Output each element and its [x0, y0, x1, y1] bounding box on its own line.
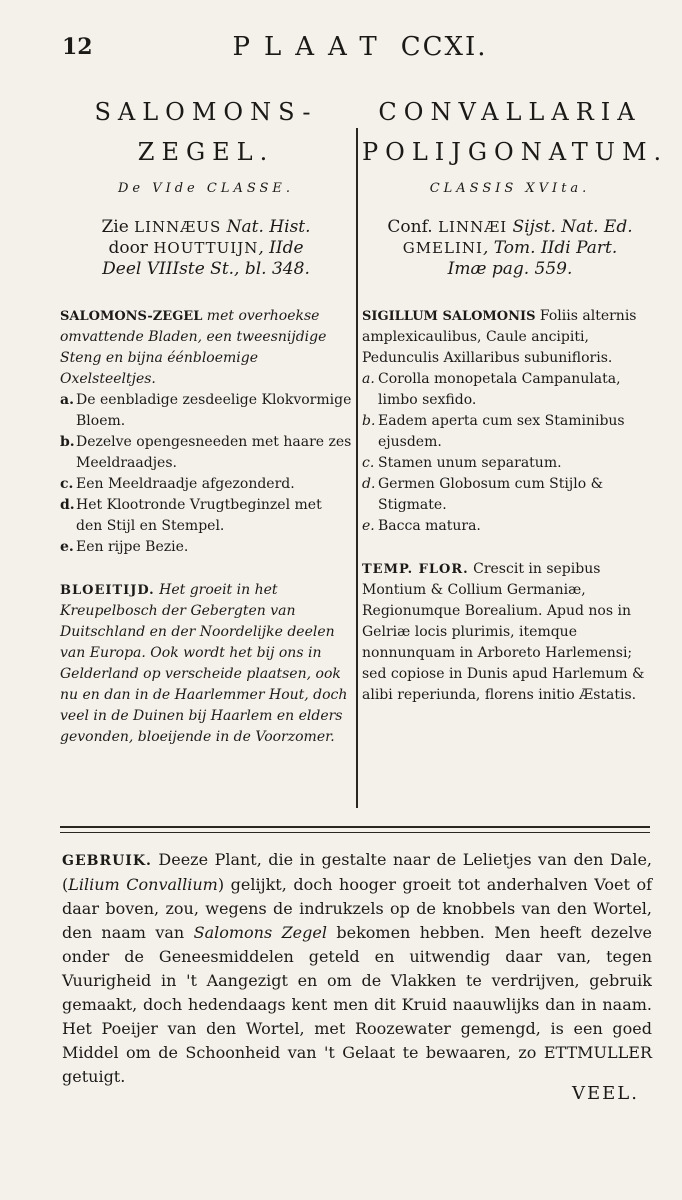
usage-author: ETTMULLER	[543, 1043, 652, 1062]
ref-text: Conf.	[387, 217, 439, 237]
usage-lead: GEBRUIK.	[62, 853, 152, 869]
list-item	[60, 432, 352, 474]
section-rule	[60, 826, 650, 833]
dutch-title-line2: ZEGEL.	[137, 138, 275, 166]
dutch-flowering	[60, 580, 352, 748]
dutch-description	[60, 306, 352, 558]
usage-plant-name: Salomons Zegel	[193, 923, 327, 942]
usage-paragraph	[62, 848, 652, 1089]
ref-work: Nat. Hist.	[221, 217, 311, 237]
dutch-flower-text: Het groeit in het Kreupelbosch der Gebergten van Duitschland en der Noordelijke deelen van Europa. Ook wordt het bij ons in Gelderland op verscheide plaatsen, ook nu en dan in de Haarlemmer Hout, doch veel in de Duinen bij Haarlem en elders gevonden, bloeijende in de Voorzomer.	[60, 582, 348, 745]
dutch-title-line1: SALOMONS-	[94, 98, 318, 126]
latin-desc-lead: SIGILLUM SALOMONIS	[362, 309, 536, 324]
latin-class-line: CLASSIS XVIta.	[429, 181, 591, 196]
ref-page: Imæ pag. 559.	[447, 259, 573, 279]
item-text: De eenbladige zesdeelige Klokvormige Bloem.	[76, 392, 352, 429]
list-item	[60, 537, 352, 558]
item-label: b.	[60, 434, 75, 450]
list-item	[60, 495, 352, 537]
item-text: Een rijpe Bezie.	[76, 539, 189, 555]
ref-text: Zie	[101, 217, 135, 237]
dutch-desc-text: met overhoekse omvattende Bladen, een tweesnijdige Steng en bijna éénbloemige Oxelsteeltjes.	[60, 308, 327, 387]
latin-description	[362, 306, 658, 537]
latin-title-line1: CONVALLARIA	[378, 98, 642, 126]
ref-volume: , Tom. IIdi Part.	[482, 238, 618, 258]
item-text: Het Klootronde Vrugtbeginzel met den Stijl en Stempel.	[76, 497, 322, 534]
ref-work: Sijst. Nat. Ed.	[507, 217, 633, 237]
ref-author: LINNÆUS	[134, 218, 222, 236]
page-number: 12	[62, 34, 93, 60]
item-label: a.	[60, 392, 74, 408]
dutch-column	[60, 95, 352, 762]
usage-text: ) gelijkt, doch hooger groeit tot anderhalven Voet of daar boven, zou, wegens de indrukzels op de knobbels van den Wortel, den naam van	[62, 875, 653, 942]
item-text: Eadem aperta cum sex Staminibus ejusdem.	[378, 413, 625, 450]
latin-reference	[362, 217, 658, 280]
ref-page: Deel VIIIste St., bl. 348.	[102, 259, 310, 279]
ref-author: GMELINI	[402, 239, 483, 257]
latin-flower-text: Crescit in sepibus Montium & Collium Germaniæ, Regionumque Borealium. Apud nos in Gelriæ locis plurimis, itemque nonnunquam in Arboreto Harlemensi; sed copiose in Dunis apud Harlemum & alibi reperiunda, florens initio Æstatis.	[362, 561, 645, 703]
ref-text: door	[108, 238, 154, 258]
column-divider	[356, 128, 358, 808]
list-item	[60, 474, 352, 495]
latin-flower-lead: TEMP. FLOR.	[362, 562, 469, 577]
item-label: c.	[362, 455, 375, 471]
latin-title-line2: POLIJGONATUM.	[362, 138, 669, 166]
ref-author: HOUTTUIJN	[153, 239, 259, 257]
item-text: Corolla monopetala Campanulata, limbo sexfido.	[378, 371, 621, 408]
item-text: Stamen unum separatum.	[378, 455, 562, 471]
item-label: d.	[60, 497, 75, 513]
usage-latin-name: Lilium Convallium	[68, 875, 218, 894]
item-label: b.	[362, 413, 376, 429]
list-item	[362, 453, 658, 474]
ref-author: LINNÆI	[438, 218, 508, 236]
latin-column	[362, 95, 669, 720]
item-label: c.	[60, 476, 74, 492]
item-text: Bacca matura.	[378, 518, 481, 534]
ref-volume: , IIde	[258, 238, 304, 258]
item-label: e.	[60, 539, 74, 555]
dutch-reference	[60, 217, 352, 280]
dutch-flower-lead: BLOEITIJD.	[60, 583, 155, 598]
item-text: Dezelve opengesneeden met haare zes Meeldraadjes.	[76, 434, 352, 471]
latin-desc-text: Foliis alternis amplexicaulibus, Caule ancipiti, Pedunculis Axillaribus subunifloris.	[362, 308, 637, 366]
list-item	[362, 369, 658, 411]
item-text: Germen Globosum cum Stijlo & Stigmate.	[378, 476, 604, 513]
item-label: d.	[362, 476, 376, 492]
catchword: VEEL.	[572, 1083, 639, 1104]
usage-text: getuigt.	[62, 1067, 126, 1086]
item-label: e.	[362, 518, 375, 534]
running-title-word: PLAAT	[232, 32, 391, 62]
latin-flowering	[362, 559, 658, 706]
plate-number: CCXI.	[400, 32, 488, 62]
item-label: a.	[362, 371, 375, 387]
list-item	[362, 474, 658, 516]
item-text: Een Meeldraadje afgezonderd.	[76, 476, 295, 492]
list-item	[362, 516, 658, 537]
dutch-desc-lead: SALOMONS-ZEGEL	[60, 309, 203, 324]
running-title	[150, 32, 570, 62]
list-item	[60, 390, 352, 432]
list-item	[362, 411, 658, 453]
usage-text: bekomen hebben. Men heeft dezelve onder de Geneesmiddelen geteld en uitwendig daar van, tegen Vuurigheid in 't Aangezigt en om de Vlakken te verdrijven, gebruik gemaakt, doch hedendaags kent men dit Kruid naauwlijks dan in naam. Het Poeijer van den Wortel, met Roozewater gemengd, is een goed Middel om de Schoonheid van 't Gelaat te bewaaren, zo	[62, 923, 652, 1062]
usage-text: Deeze Plant, die in gestalte naar de Lelietjes van den Dale, (	[62, 850, 652, 894]
dutch-class-line: De VIde CLASSE.	[117, 181, 295, 196]
